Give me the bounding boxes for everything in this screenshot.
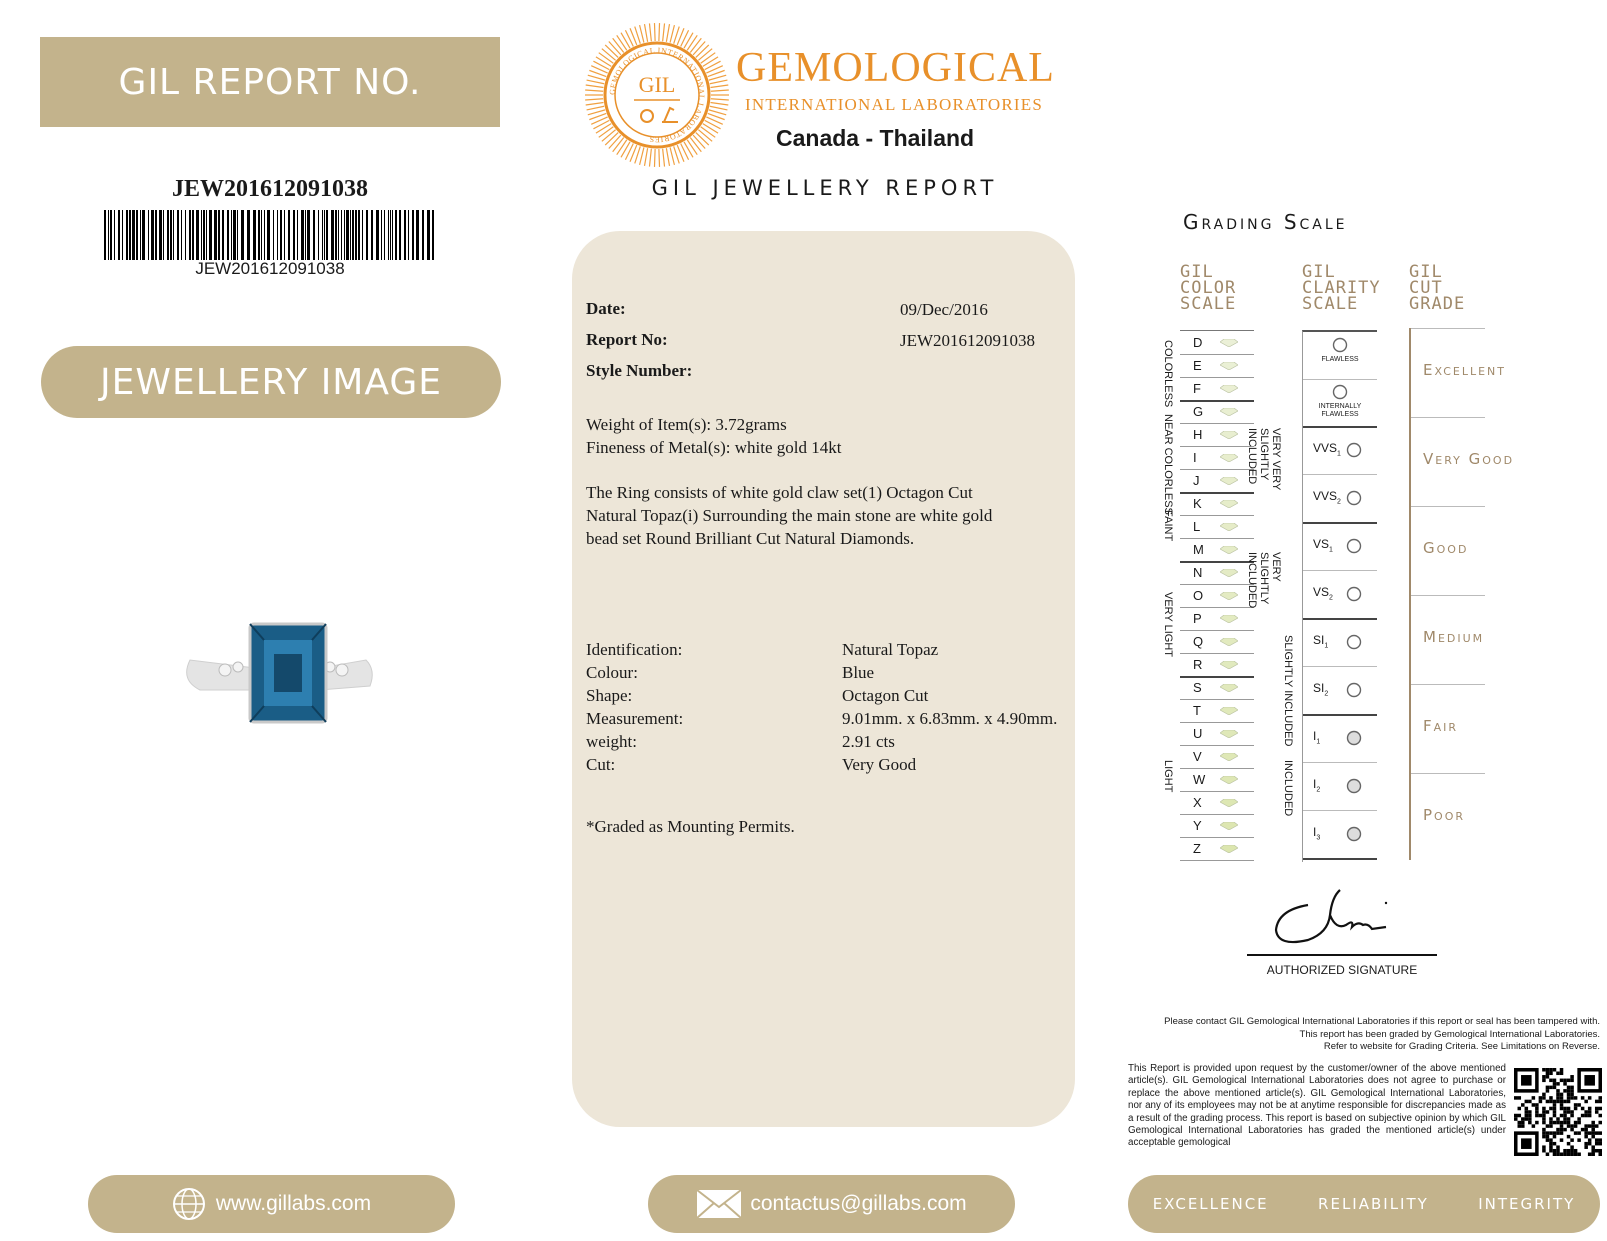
color-grade-letter: E [1193,358,1202,373]
website-link[interactable] [88,1175,455,1233]
clarity-grade-cell [1303,763,1377,811]
color-grade-cell [1180,768,1254,792]
clarity-grade-cell [1303,379,1377,428]
color-grade-letter: P [1193,611,1202,626]
color-grade-cell [1180,400,1254,424]
values-banner [1128,1175,1600,1233]
clarity-grade-cell [1303,571,1377,620]
signature-image [1268,885,1398,953]
color-grade-letter: Q [1193,634,1204,649]
diamond-top-icon [1345,537,1363,555]
clarity-grade-cell [1303,475,1377,524]
cut-grade-cell [1411,328,1506,417]
diamond-icon [1220,799,1238,807]
color-group-label: NEAR COLORLESS [1162,414,1174,515]
clarity-grade-cell [1303,523,1377,571]
color-group-label: COLORLESS [1162,340,1174,408]
color-grade-cell [1180,630,1254,654]
email-link[interactable] [648,1175,1015,1233]
color-grade-cell [1180,814,1254,838]
authorized-signature-label: AUTHORIZED SIGNATURE [1266,963,1418,977]
color-grade-letter: J [1193,473,1200,488]
description-line: Natural Topaz(i) Surrounding the main stone are white gold [586,506,993,525]
cut-grade-cell [1411,595,1485,684]
clarity-grade-label: $I_2$ [1313,777,1321,794]
cut-grade-label: Fair [1423,717,1459,735]
description-line: bead set Round Brilliant Cut Natural Diamonds. [586,529,915,548]
diamond-icon [1220,707,1238,715]
color-grade-cell [1180,837,1254,861]
color-grade-cell [1180,722,1254,746]
globe-icon [172,1187,206,1221]
color-grade-letter: X [1193,795,1202,810]
diamond-icon [1220,776,1238,784]
diamond-top-icon [1345,681,1363,699]
diamond-top-icon [1345,441,1363,459]
clarity-grade-cell [1303,811,1377,860]
detail-value: Blue [842,663,875,682]
diamond-top-icon [1345,825,1363,843]
diamond-top-icon [1331,383,1349,401]
qr-code [1514,1068,1602,1156]
website-text: www.gillabs.com [215,1192,372,1215]
envelope-icon [696,1189,742,1219]
clarity-grade-label: $VVS_2$ [1313,489,1341,506]
diamond-icon [1220,615,1238,623]
diamond-icon [1220,822,1238,830]
color-group-label: LIGHT [1162,760,1174,793]
diamond-top-icon [1345,489,1363,507]
clarity-grade-cell [1303,667,1377,716]
diamond-top-icon [1331,336,1349,354]
detail-value: 2.91 cts [842,732,895,751]
diamond-top-icon [1345,729,1363,747]
value-excellence: EXCELLENCE [1152,1195,1269,1213]
color-scale-ladder [1180,330,1254,861]
cut-grade-label: Medium [1423,628,1485,646]
email-text: contactus@gillabs.com [750,1192,967,1215]
description-line: The Ring consists of white gold claw set(1) Octagon Cut [586,483,973,502]
color-grade-letter: V [1193,749,1202,764]
value-reliability: RELIABILITY [1318,1195,1429,1213]
diamond-icon [1220,730,1238,738]
color-grade-cell [1180,331,1254,355]
diamond-icon [1220,546,1238,554]
diamond-icon [1220,339,1238,347]
cut-grade-label: Very Good [1423,450,1515,468]
clarity-grade-label: FLAWLESS [1321,356,1359,363]
detail-value: Octagon Cut [842,686,929,705]
diamond-icon [1220,684,1238,692]
diamond-icon [1220,661,1238,669]
report-number: JEW201612091038 [171,176,368,202]
clarity-group-label: VERY SLIGHTLY INCLUDED [1246,552,1282,609]
mounting-note: *Graded as Mounting Permits. [586,817,795,836]
color-grade-letter: S [1193,680,1202,695]
clarity-grade-label: $SI_2$ [1313,681,1329,698]
lab-name: GEMOLOGICAL [736,45,1055,91]
cut-grade-cell [1411,773,1485,862]
clarity-scale-ladder [1302,330,1377,862]
detail-label: Shape: [586,686,633,705]
diamond-icon [1220,454,1238,462]
color-grade-letter: H [1193,427,1203,442]
color-grade-cell [1180,515,1254,539]
diamond-icon [1220,592,1238,600]
color-grade-cell [1180,699,1254,723]
color-grade-cell [1180,538,1254,563]
detail-label: Colour: [586,663,638,682]
detail-value: Natural Topaz [842,640,939,659]
clarity-group-label: INCLUDED [1282,760,1294,817]
clarity-grade-label: $I_1$ [1313,729,1321,746]
diamond-icon [1220,845,1238,853]
seal-ring-text: GEMOLOGICAL INTERNATIONAL LABORATORIES [607,45,707,145]
color-grade-letter: N [1193,565,1203,580]
color-grade-letter: W [1193,772,1206,787]
detail-label: Identification: [586,640,683,659]
seal-text: GIL [638,72,676,97]
diamond-icon [1220,753,1238,761]
detail-value: 9.01mm. x 6.83mm. x 4.90mm. [842,709,1058,728]
cut-grade-cell [1411,506,1485,595]
clarity-grade-label: INTERNALLY FLAWLESS [1318,403,1362,418]
lab-subtitle: INTERNATIONAL LABORATORIES [745,95,1043,114]
cut-grade-heading: GIL CUT GRADE [1409,262,1466,314]
diamond-icon [1220,477,1238,485]
clarity-grade-cell [1303,619,1377,667]
color-grade-cell [1180,653,1254,678]
color-grade-cell [1180,676,1254,700]
detail-label: Cut: [586,755,616,774]
cut-grade-ladder [1409,328,1515,860]
jewellery-image-title: JEWELLERY IMAGE [41,346,501,418]
color-scale-heading: GIL COLOR SCALE [1180,262,1237,314]
clarity-grade-cell [1303,332,1377,380]
detail-value: Very Good [842,755,917,774]
clarity-grade-label: $VS_1$ [1313,537,1333,554]
cut-grade-label: Excellent [1423,361,1506,379]
color-grade-letter: Y [1193,818,1202,833]
clarity-grade-label: $VS_2$ [1313,585,1333,602]
contact-note: Please contact GIL Gemological International Laboratories if this report or seal has been tampered with. This report has been graded by Gemological International Laboratories. Refer to website for Grading Criteria. See Limitations on Reverse. [1164,1016,1600,1052]
cut-grade-label: Good [1423,539,1469,557]
clarity-group-label: VERY VERY SLIGHTLY INCLUDED [1246,428,1282,491]
diamond-top-icon [1345,633,1363,651]
color-grade-letter: U [1193,726,1203,741]
color-group-label: FAINT [1162,510,1174,542]
report-no-title: GIL REPORT NO. [40,37,500,127]
cut-grade-cell [1411,417,1515,506]
diamond-icon [1220,408,1238,416]
clarity-grade-cell [1303,427,1377,475]
weight-of-items: Weight of Item(s): 3.72grams [586,415,787,434]
clarity-grade-label: $VVS_1$ [1313,441,1341,458]
diamond-icon [1220,431,1238,439]
color-grade-letter: G [1193,404,1204,419]
detail-label: weight: [586,732,637,751]
barcode-text: JEW201612091038 [195,259,345,278]
date-label: Date: [586,299,626,318]
fineness-of-metal: Fineness of Metal(s): white gold 14kt [586,438,842,457]
diamond-icon [1220,362,1238,370]
clarity-group-label: SLIGHTLY INCLUDED [1282,635,1294,747]
cut-grade-cell [1411,684,1485,773]
diamond-icon [1220,569,1238,577]
color-grade-letter: L [1193,519,1201,534]
clarity-grade-cell [1303,715,1377,763]
diamond-icon [1220,638,1238,646]
grading-scale-title: Grading Scale [1183,210,1348,234]
color-grade-cell [1180,791,1254,815]
color-grade-letter: O [1193,588,1204,603]
disclaimer-text: This Report is provided upon request by the customer/owner of the above mentioned article(s). GIL Gemological International Laboratories does not agree to purchase or replace the above mentioned article(s). GIL Gemological International Laboratories, nor any of its employees may not be at anytime responsible for discrepancies made as a result of the grading process. This report is based on subjective opinion by which GIL Gemological International Laboratories has graded the mentioned article(s) under acceptable gemological [1128,1063,1506,1149]
diamond-icon [1220,500,1238,508]
report-title: GIL JEWELLERY REPORT [651,176,999,200]
color-grade-cell [1180,377,1254,402]
date-value: 09/Dec/2016 [900,300,988,319]
report-no-label: Report No: [586,330,668,349]
clarity-grade-label: $SI_1$ [1313,633,1329,650]
cut-grade-label: Poor [1423,806,1466,824]
gil-seal-logo [584,22,730,168]
color-grade-cell [1180,607,1254,631]
color-grade-letter: F [1193,381,1201,396]
color-grade-cell [1180,745,1254,769]
color-grade-letter: K [1193,496,1202,511]
color-grade-letter: R [1193,657,1203,672]
color-grade-cell [1180,469,1254,494]
clarity-scale-heading: GIL CLARITY SCALE [1302,262,1381,314]
style-number-label: Style Number: [586,361,693,380]
diamond-icon [1220,523,1238,531]
color-grade-letter: T [1193,703,1201,718]
diamond-icon [1220,385,1238,393]
color-grade-cell [1180,584,1254,608]
diamond-top-icon [1345,777,1363,795]
color-grade-letter: I [1193,450,1197,465]
color-grade-letter: Z [1193,841,1201,856]
color-grade-cell [1180,561,1254,585]
detail-label: Measurement: [586,709,684,728]
color-grade-cell [1180,492,1254,516]
color-grade-cell [1180,446,1254,470]
report-no-value: JEW201612091038 [900,331,1036,350]
diamond-top-icon [1345,585,1363,603]
color-group-label: VERY LIGHT [1162,592,1174,658]
barcode [104,210,438,260]
color-grade-cell [1180,423,1254,447]
color-grade-letter: D [1193,335,1203,350]
color-grade-cell [1180,354,1254,378]
value-integrity: INTEGRITY [1478,1195,1576,1213]
clarity-grade-label: $I_3$ [1313,825,1321,842]
signature-line [1247,954,1437,956]
lab-location: Canada - Thailand [776,125,975,151]
color-grade-letter: M [1193,542,1204,557]
ring-photo [180,620,380,740]
